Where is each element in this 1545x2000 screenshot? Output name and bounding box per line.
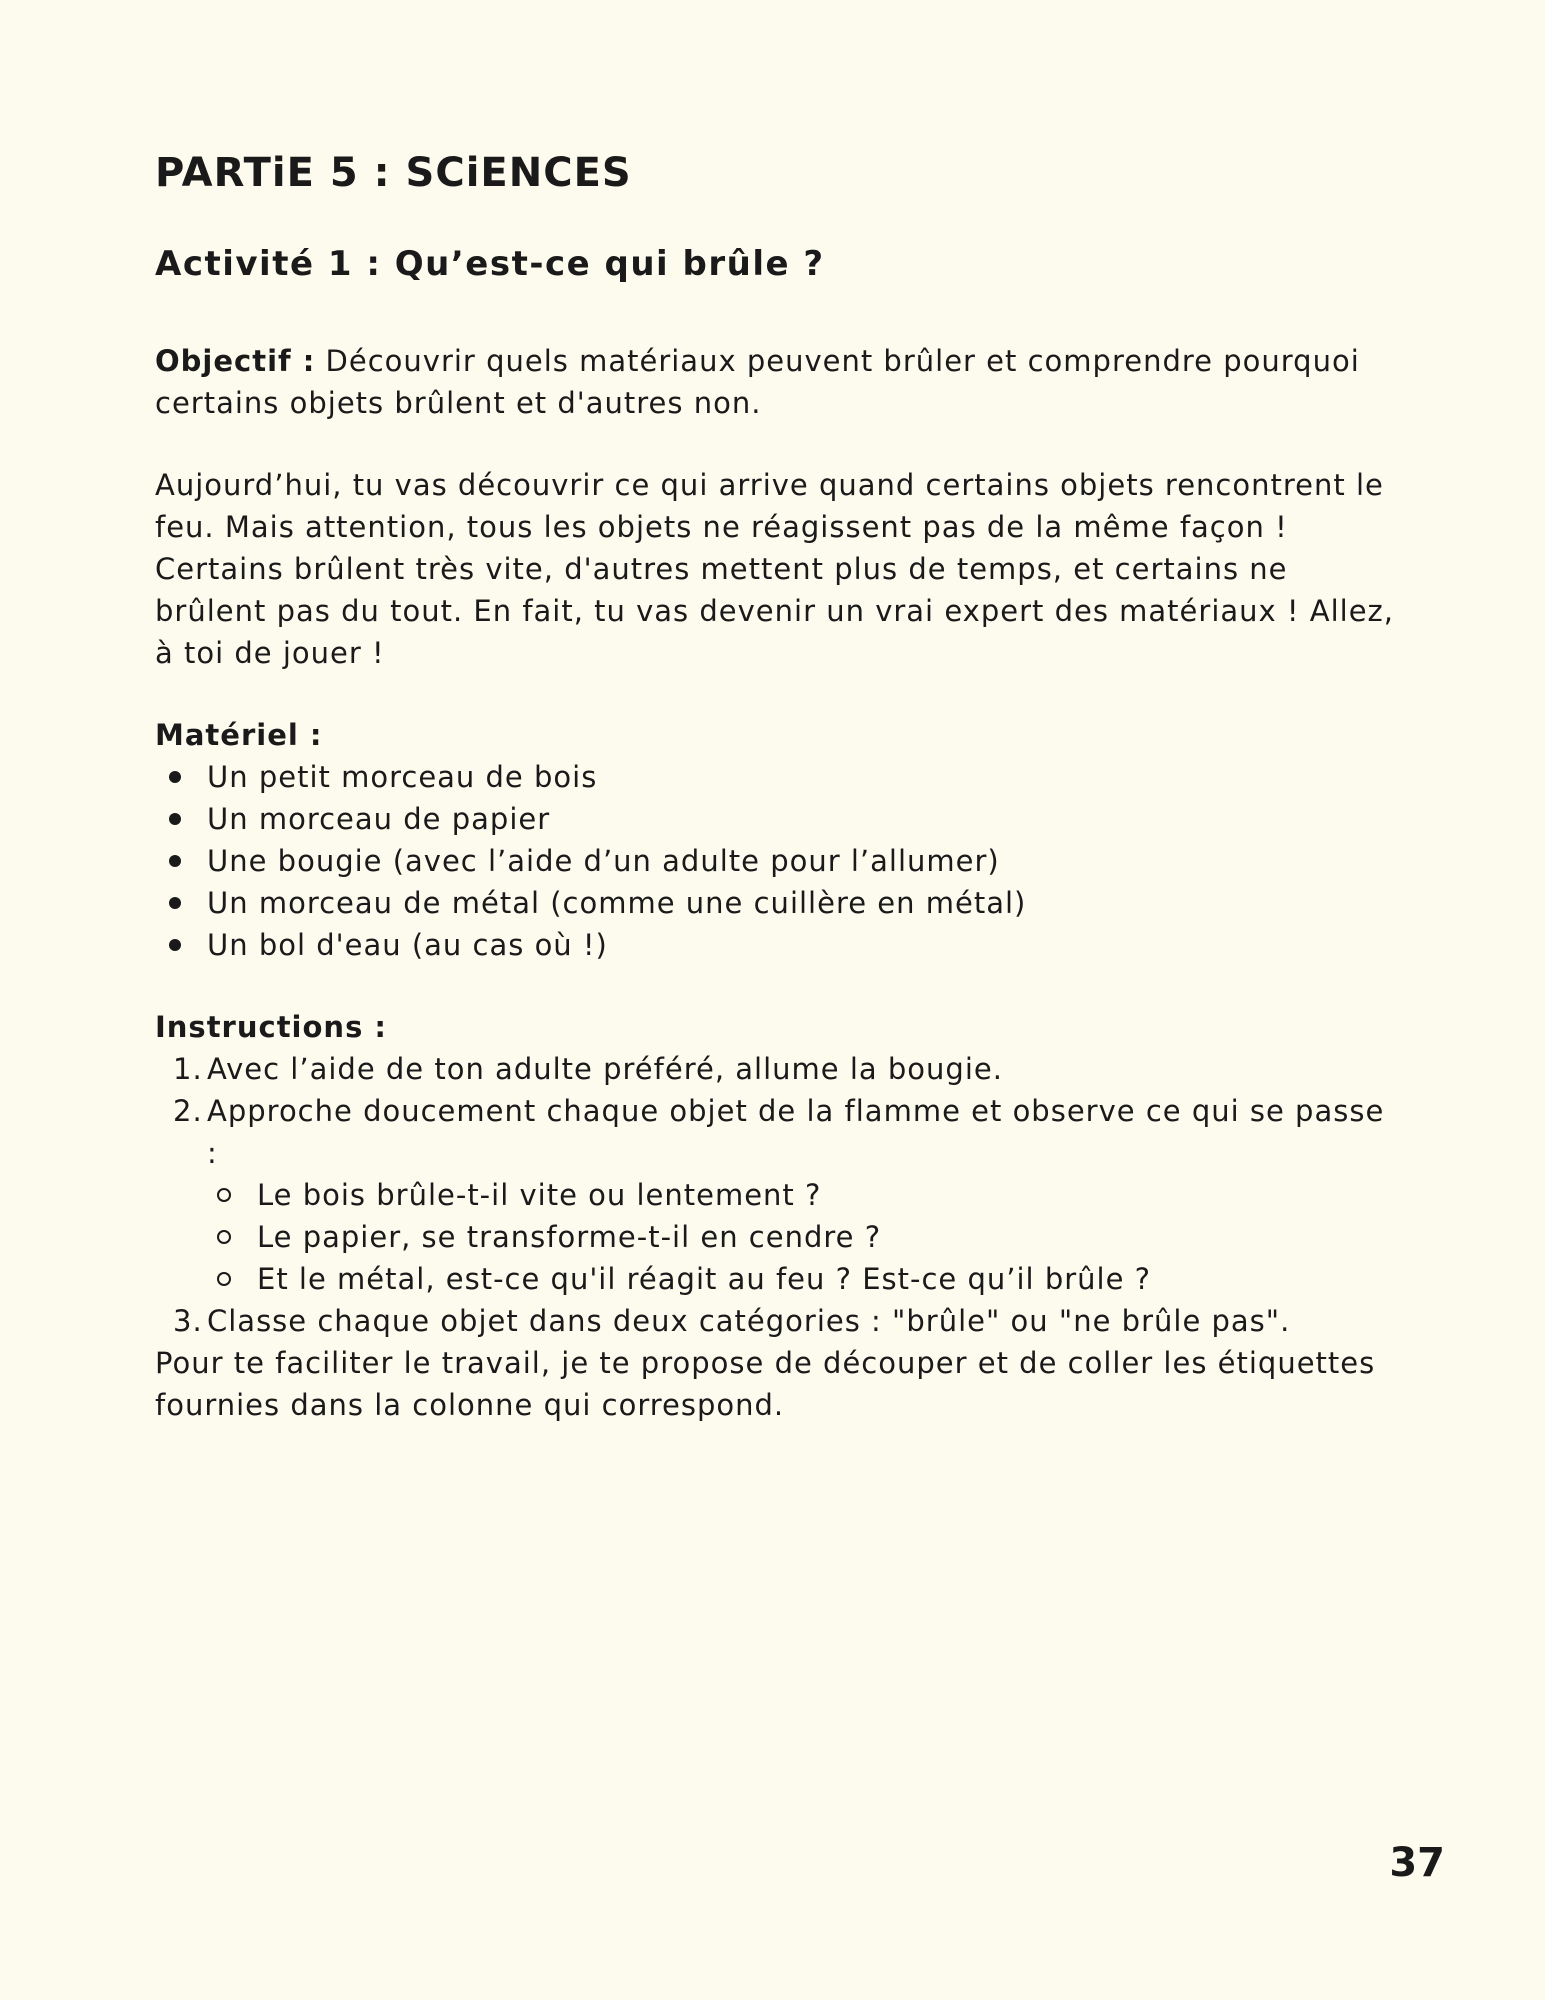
sub-list-item: Et le métal, est-ce qu'il réagit au feu ? Est-ce qu’il brûle ? bbox=[207, 1258, 1395, 1300]
page-content bbox=[155, 150, 1395, 1426]
instruction-step bbox=[155, 1300, 1395, 1342]
instruction-step bbox=[155, 1090, 1395, 1300]
instructions-label: Instructions : bbox=[155, 1010, 388, 1044]
page-number: 37 bbox=[1389, 1840, 1445, 1886]
intro-paragraph: Aujourd’hui, tu vas découvrir ce qui arrive quand certains objets rencontrent le feu. Mais attention, tous les objets ne réagissent pas de la même façon ! Certains brûlent très vite, d'autres mettent plus de temps, et certains ne brûlent pas du tout. En fait, tu vas devenir un vrai expert des matériaux ! Allez, à toi de jouer ! bbox=[155, 468, 1394, 670]
list-item: Un bol d'eau (au cas où !) bbox=[155, 924, 1395, 966]
activity-title: Activité 1 : Qu’est-ce qui brûle ? bbox=[155, 244, 825, 284]
list-item: Un morceau de métal (comme une cuillère en métal) bbox=[155, 882, 1395, 924]
list-item: Un petit morceau de bois bbox=[155, 756, 1395, 798]
list-item: Un morceau de papier bbox=[155, 798, 1395, 840]
step-text: Avec l’aide de ton adulte préféré, allume la bougie. bbox=[207, 1052, 1003, 1086]
instructions-list bbox=[155, 1048, 1395, 1342]
objective-paragraph bbox=[155, 340, 1395, 424]
instructions-closing: Pour te faciliter le travail, je te propose de découper et de coller les étiquettes fournies dans la colonne qui correspond. bbox=[155, 1346, 1376, 1422]
step-number: 3. bbox=[173, 1304, 203, 1338]
instruction-step bbox=[155, 1048, 1395, 1090]
list-item: Une bougie (avec l’aide d’un adulte pour l’allumer) bbox=[155, 840, 1395, 882]
sub-list-item: Le papier, se transforme-t-il en cendre ? bbox=[207, 1216, 1395, 1258]
observation-sublist bbox=[207, 1174, 1395, 1300]
materials-list bbox=[155, 756, 1395, 966]
step-text: Approche doucement chaque objet de la flamme et observe ce qui se passe : bbox=[207, 1094, 1385, 1170]
objective-text: Découvrir quels matériaux peuvent brûler et comprendre pourquoi certains objets brûlent et d'autres non. bbox=[155, 344, 1360, 420]
sub-list-item: Le bois brûle-t-il vite ou lentement ? bbox=[207, 1174, 1395, 1216]
part-title: PARTiE 5 : SCiENCES bbox=[155, 150, 632, 196]
objective-label: Objectif : bbox=[155, 344, 316, 378]
step-number: 2. bbox=[173, 1094, 203, 1128]
materials-label: Matériel : bbox=[155, 718, 323, 752]
step-number: 1. bbox=[173, 1052, 203, 1086]
step-text: Classe chaque objet dans deux catégories : "brûle" ou "ne brûle pas". bbox=[207, 1304, 1291, 1338]
